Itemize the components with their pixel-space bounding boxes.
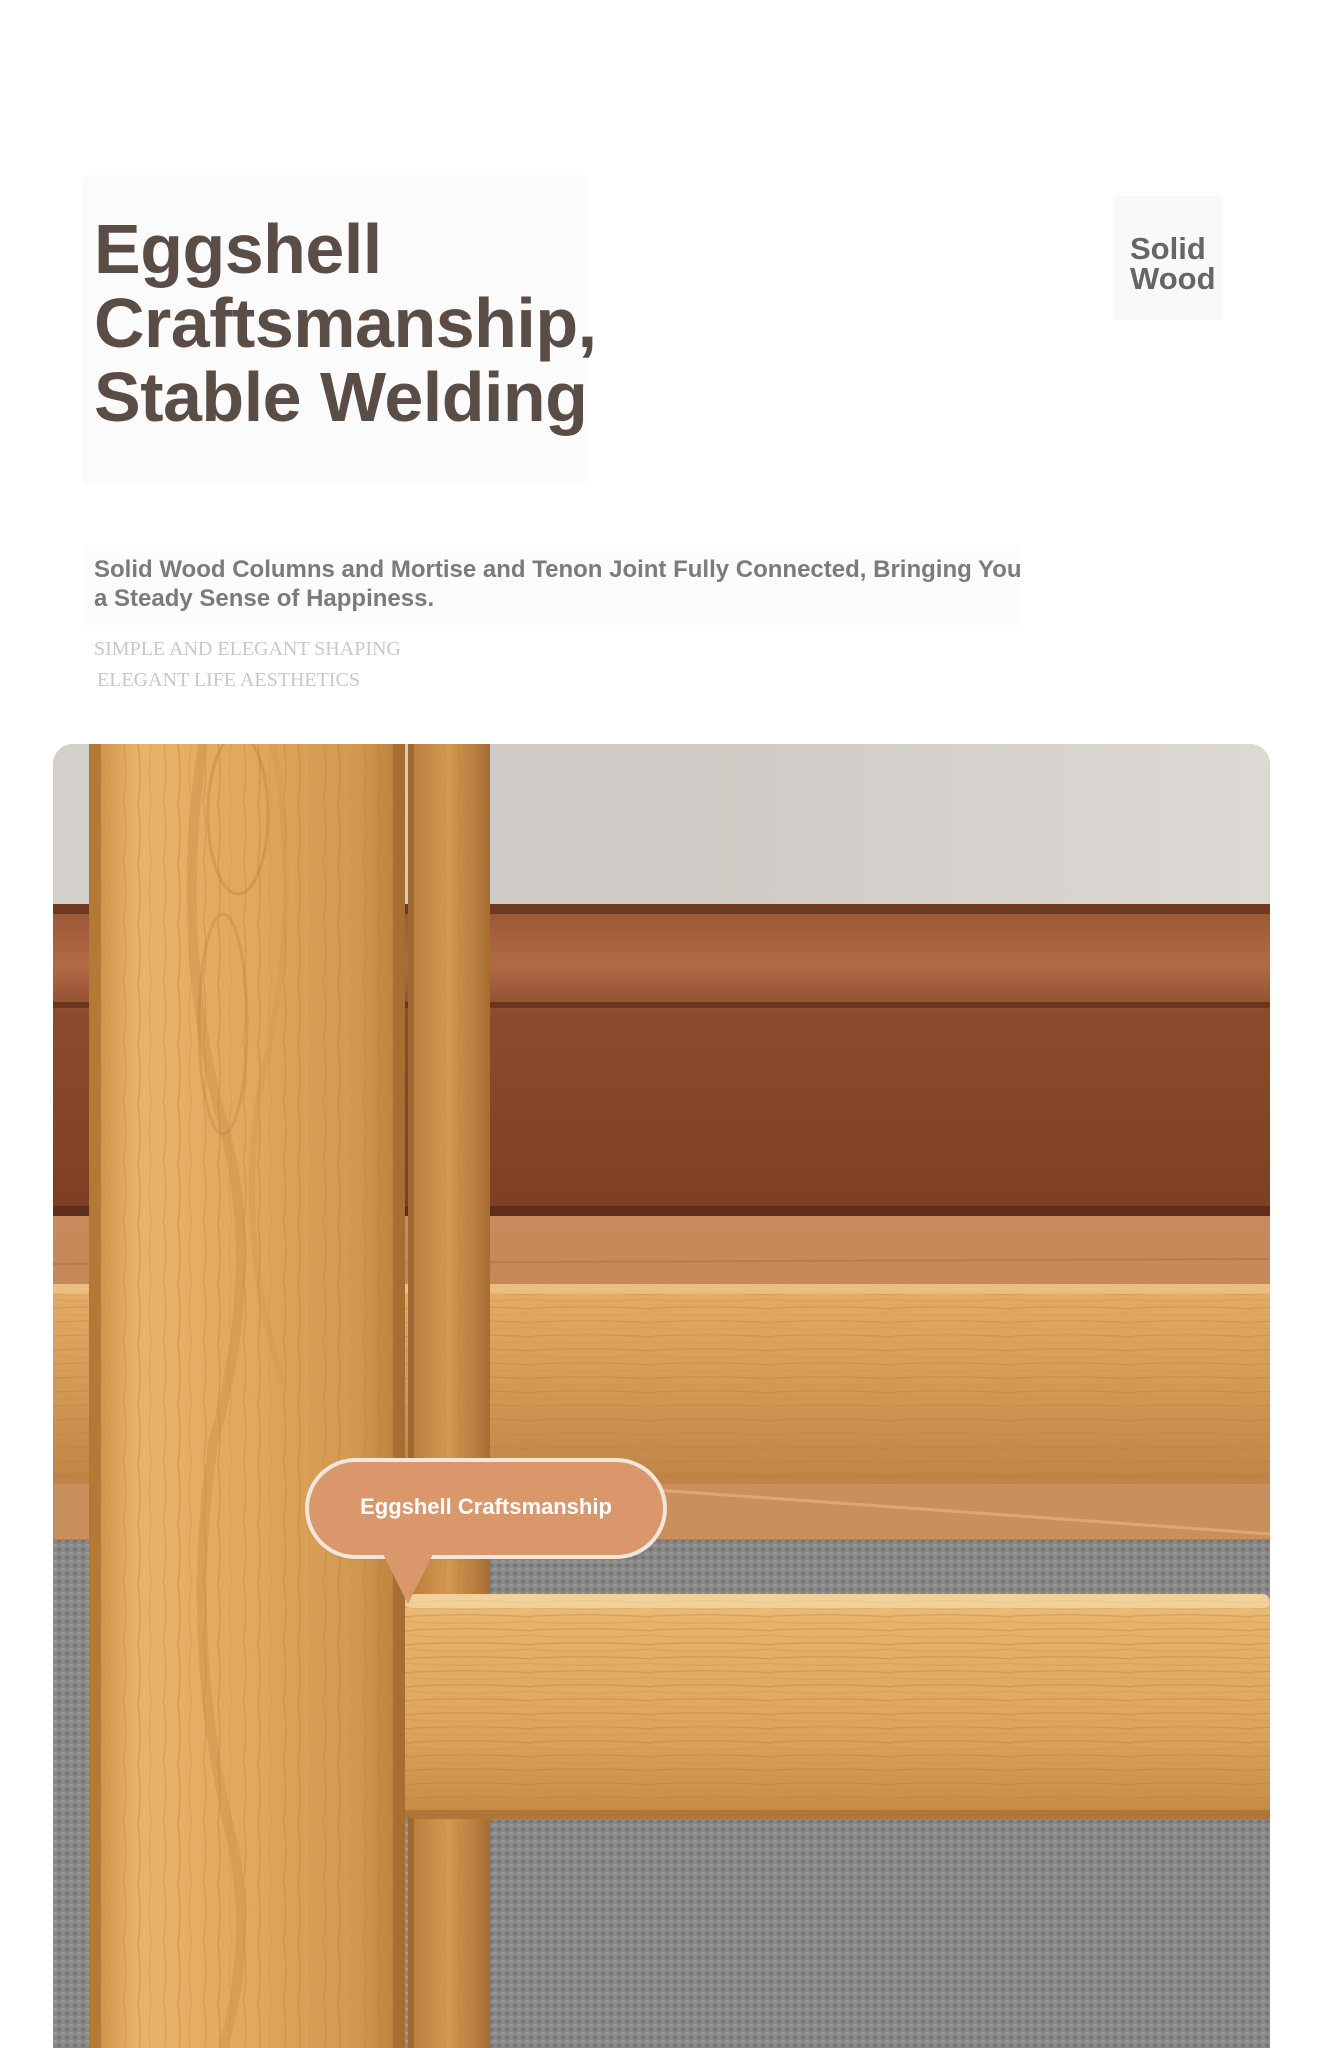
product-photo [53, 744, 1270, 2048]
solid-wood-badge [1130, 231, 1216, 296]
badge-line-1: Solid [1130, 231, 1206, 266]
subtitle: Solid Wood Columns and Mortise and Tenon Joint Fully Connected, Bringing You a Steady Sense of Happiness. [94, 556, 1022, 612]
callout-label: Eggshell Craftsmanship [360, 1494, 612, 1519]
headline-line-2: Craftsmanship, [94, 284, 597, 362]
callout-pointer [382, 1552, 434, 1604]
tagline-line-1: SIMPLE AND ELEGANT SHAPING [94, 638, 401, 660]
headline [94, 212, 654, 434]
headline-line-1: Eggshell [94, 210, 382, 288]
tagline-line-2: ELEGANT LIFE AESTHETICS [97, 669, 360, 691]
badge-line-2: Wood [1130, 261, 1216, 296]
tagline [94, 634, 401, 696]
headline-line-3: Stable Welding [94, 358, 588, 436]
